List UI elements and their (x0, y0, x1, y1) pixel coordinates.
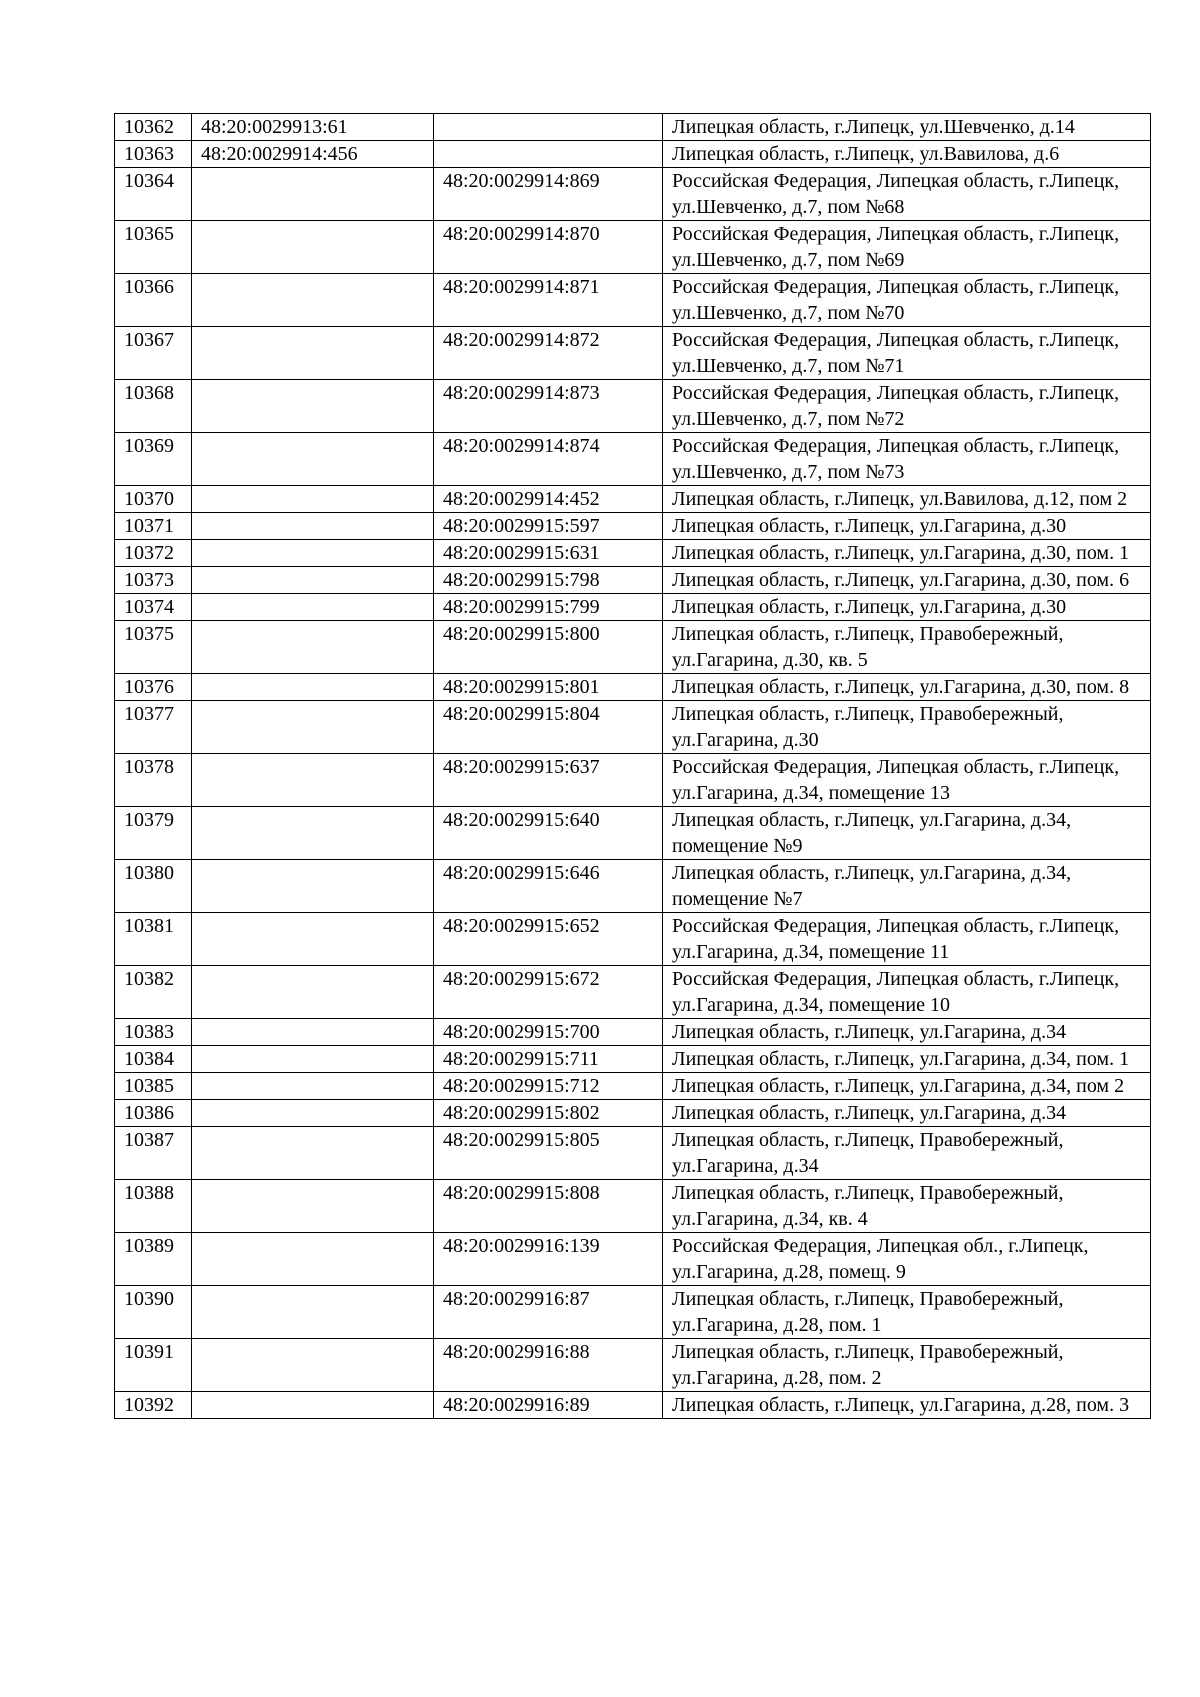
cadastral-number-cell (192, 567, 434, 594)
cadastral-number-cell (192, 860, 434, 913)
row-number-cell: 10363 (115, 141, 192, 168)
address-cell: Липецкая область, г.Липецк, ул.Гагарина, д.34, помещение №9 (663, 807, 1151, 860)
row-number-cell: 10379 (115, 807, 192, 860)
table-row (115, 567, 1151, 594)
premises-cadastral-number-cell: 48:20:0029915:711 (434, 1046, 663, 1073)
row-number-cell: 10372 (115, 540, 192, 567)
address-cell: Липецкая область, г.Липецк, ул.Гагарина, д.34, пом. 1 (663, 1046, 1151, 1073)
cadastral-number-cell (192, 168, 434, 221)
table-row (115, 1073, 1151, 1100)
premises-cadastral-number-cell: 48:20:0029915:652 (434, 913, 663, 966)
cadastral-number-cell (192, 1100, 434, 1127)
premises-cadastral-number-cell: 48:20:0029915:637 (434, 754, 663, 807)
address-cell: Липецкая область, г.Липецк, ул.Шевченко, д.14 (663, 114, 1151, 141)
cadastral-number-cell (192, 966, 434, 1019)
cadastral-number-cell (192, 380, 434, 433)
row-number-cell: 10378 (115, 754, 192, 807)
table-row (115, 1019, 1151, 1046)
registry-table-body (115, 114, 1151, 1419)
table-row (115, 433, 1151, 486)
table-row (115, 1339, 1151, 1392)
premises-cadastral-number-cell: 48:20:0029915:700 (434, 1019, 663, 1046)
row-number-cell: 10382 (115, 966, 192, 1019)
premises-cadastral-number-cell: 48:20:0029915:800 (434, 621, 663, 674)
row-number-cell: 10383 (115, 1019, 192, 1046)
table-row (115, 701, 1151, 754)
address-cell: Липецкая область, г.Липецк, Правобережный, ул.Гагарина, д.30, кв. 5 (663, 621, 1151, 674)
premises-cadastral-number-cell: 48:20:0029915:805 (434, 1127, 663, 1180)
row-number-cell: 10377 (115, 701, 192, 754)
premises-cadastral-number-cell: 48:20:0029915:672 (434, 966, 663, 1019)
address-cell: Российская Федерация, Липецкая область, г.Липецк, ул.Гагарина, д.34, помещение 11 (663, 913, 1151, 966)
table-row (115, 594, 1151, 621)
cadastral-number-cell (192, 221, 434, 274)
cadastral-number-cell: 48:20:0029914:456 (192, 141, 434, 168)
cadastral-number-cell (192, 1339, 434, 1392)
premises-cadastral-number-cell: 48:20:0029915:712 (434, 1073, 663, 1100)
row-number-cell: 10380 (115, 860, 192, 913)
row-number-cell: 10365 (115, 221, 192, 274)
cadastral-number-cell (192, 1046, 434, 1073)
address-cell: Липецкая область, г.Липецк, Правобережный, ул.Гагарина, д.34 (663, 1127, 1151, 1180)
cadastral-number-cell (192, 274, 434, 327)
table-row (115, 754, 1151, 807)
premises-cadastral-number-cell: 48:20:0029915:798 (434, 567, 663, 594)
table-row (115, 1127, 1151, 1180)
address-cell: Липецкая область, г.Липецк, Правобережный, ул.Гагарина, д.34, кв. 4 (663, 1180, 1151, 1233)
row-number-cell: 10390 (115, 1286, 192, 1339)
row-number-cell: 10368 (115, 380, 192, 433)
premises-cadastral-number-cell: 48:20:0029915:802 (434, 1100, 663, 1127)
premises-cadastral-number-cell: 48:20:0029916:88 (434, 1339, 663, 1392)
cadastral-number-cell (192, 1073, 434, 1100)
address-cell: Российская Федерация, Липецкая область, г.Липецк, ул.Шевченко, д.7, пом №71 (663, 327, 1151, 380)
row-number-cell: 10374 (115, 594, 192, 621)
premises-cadastral-number-cell (434, 141, 663, 168)
cadastral-number-cell: 48:20:0029913:61 (192, 114, 434, 141)
cadastral-number-cell (192, 1286, 434, 1339)
table-row (115, 1180, 1151, 1233)
premises-cadastral-number-cell: 48:20:0029914:452 (434, 486, 663, 513)
row-number-cell: 10385 (115, 1073, 192, 1100)
premises-cadastral-number-cell: 48:20:0029914:873 (434, 380, 663, 433)
table-row (115, 221, 1151, 274)
cadastral-number-cell (192, 1392, 434, 1419)
address-cell: Липецкая область, г.Липецк, ул.Гагарина, д.34, пом 2 (663, 1073, 1151, 1100)
premises-cadastral-number-cell: 48:20:0029915:799 (434, 594, 663, 621)
address-cell: Российская Федерация, Липецкая область, г.Липецк, ул.Шевченко, д.7, пом №70 (663, 274, 1151, 327)
row-number-cell: 10392 (115, 1392, 192, 1419)
table-row (115, 1233, 1151, 1286)
premises-cadastral-number-cell: 48:20:0029916:139 (434, 1233, 663, 1286)
row-number-cell: 10384 (115, 1046, 192, 1073)
table-row (115, 807, 1151, 860)
premises-cadastral-number-cell: 48:20:0029915:808 (434, 1180, 663, 1233)
address-cell: Липецкая область, г.Липецк, ул.Вавилова, д.6 (663, 141, 1151, 168)
cadastral-number-cell (192, 674, 434, 701)
table-row (115, 168, 1151, 221)
cadastral-number-cell (192, 913, 434, 966)
address-cell: Липецкая область, г.Липецк, ул.Гагарина, д.34 (663, 1100, 1151, 1127)
address-cell: Российская Федерация, Липецкая область, г.Липецк, ул.Гагарина, д.34, помещение 10 (663, 966, 1151, 1019)
row-number-cell: 10370 (115, 486, 192, 513)
cadastral-number-cell (192, 540, 434, 567)
premises-cadastral-number-cell: 48:20:0029914:871 (434, 274, 663, 327)
cadastral-number-cell (192, 1180, 434, 1233)
cadastral-number-cell (192, 1127, 434, 1180)
table-row (115, 380, 1151, 433)
cadastral-number-cell (192, 486, 434, 513)
table-row (115, 621, 1151, 674)
table-row (115, 966, 1151, 1019)
registry-table (114, 113, 1151, 1419)
row-number-cell: 10369 (115, 433, 192, 486)
row-number-cell: 10371 (115, 513, 192, 540)
table-row (115, 327, 1151, 380)
premises-cadastral-number-cell: 48:20:0029915:801 (434, 674, 663, 701)
premises-cadastral-number-cell: 48:20:0029915:804 (434, 701, 663, 754)
address-cell: Российская Федерация, Липецкая область, г.Липецк, ул.Шевченко, д.7, пом №73 (663, 433, 1151, 486)
premises-cadastral-number-cell (434, 114, 663, 141)
address-cell: Липецкая область, г.Липецк, ул.Вавилова, д.12, пом 2 (663, 486, 1151, 513)
table-row (115, 913, 1151, 966)
row-number-cell: 10386 (115, 1100, 192, 1127)
cadastral-number-cell (192, 327, 434, 380)
row-number-cell: 10375 (115, 621, 192, 674)
cadastral-number-cell (192, 621, 434, 674)
row-number-cell: 10387 (115, 1127, 192, 1180)
table-row (115, 486, 1151, 513)
address-cell: Липецкая область, г.Липецк, ул.Гагарина, д.30, пом. 8 (663, 674, 1151, 701)
row-number-cell: 10362 (115, 114, 192, 141)
premises-cadastral-number-cell: 48:20:0029914:869 (434, 168, 663, 221)
address-cell: Липецкая область, г.Липецк, ул.Гагарина, д.30 (663, 594, 1151, 621)
row-number-cell: 10364 (115, 168, 192, 221)
address-cell: Российская Федерация, Липецкая область, г.Липецк, ул.Шевченко, д.7, пом №69 (663, 221, 1151, 274)
premises-cadastral-number-cell: 48:20:0029916:87 (434, 1286, 663, 1339)
address-cell: Липецкая область, г.Липецк, Правобережный, ул.Гагарина, д.28, пом. 1 (663, 1286, 1151, 1339)
premises-cadastral-number-cell: 48:20:0029916:89 (434, 1392, 663, 1419)
table-row (115, 1100, 1151, 1127)
cadastral-number-cell (192, 701, 434, 754)
table-row (115, 141, 1151, 168)
cadastral-number-cell (192, 754, 434, 807)
table-row (115, 513, 1151, 540)
cadastral-number-cell (192, 513, 434, 540)
address-cell: Липецкая область, г.Липецк, ул.Гагарина, д.34, помещение №7 (663, 860, 1151, 913)
cadastral-number-cell (192, 594, 434, 621)
row-number-cell: 10366 (115, 274, 192, 327)
cadastral-number-cell (192, 807, 434, 860)
premises-cadastral-number-cell: 48:20:0029915:597 (434, 513, 663, 540)
premises-cadastral-number-cell: 48:20:0029915:631 (434, 540, 663, 567)
address-cell: Российская Федерация, Липецкая обл., г.Липецк, ул.Гагарина, д.28, помещ. 9 (663, 1233, 1151, 1286)
address-cell: Липецкая область, г.Липецк, ул.Гагарина, д.34 (663, 1019, 1151, 1046)
table-row (115, 274, 1151, 327)
premises-cadastral-number-cell: 48:20:0029914:870 (434, 221, 663, 274)
cadastral-number-cell (192, 1019, 434, 1046)
address-cell: Российская Федерация, Липецкая область, г.Липецк, ул.Гагарина, д.34, помещение 13 (663, 754, 1151, 807)
table-row (115, 674, 1151, 701)
table-row (115, 1286, 1151, 1339)
premises-cadastral-number-cell: 48:20:0029914:872 (434, 327, 663, 380)
row-number-cell: 10389 (115, 1233, 192, 1286)
address-cell: Российская Федерация, Липецкая область, г.Липецк, ул.Шевченко, д.7, пом №68 (663, 168, 1151, 221)
table-row (115, 1392, 1151, 1419)
table-row (115, 114, 1151, 141)
row-number-cell: 10373 (115, 567, 192, 594)
address-cell: Липецкая область, г.Липецк, ул.Гагарина, д.30, пом. 6 (663, 567, 1151, 594)
cadastral-number-cell (192, 1233, 434, 1286)
row-number-cell: 10376 (115, 674, 192, 701)
row-number-cell: 10381 (115, 913, 192, 966)
table-row (115, 860, 1151, 913)
row-number-cell: 10391 (115, 1339, 192, 1392)
premises-cadastral-number-cell: 48:20:0029915:640 (434, 807, 663, 860)
address-cell: Липецкая область, г.Липецк, ул.Гагарина, д.28, пом. 3 (663, 1392, 1151, 1419)
table-row (115, 540, 1151, 567)
premises-cadastral-number-cell: 48:20:0029914:874 (434, 433, 663, 486)
address-cell: Липецкая область, г.Липецк, ул.Гагарина, д.30, пом. 1 (663, 540, 1151, 567)
address-cell: Липецкая область, г.Липецк, Правобережный, ул.Гагарина, д.30 (663, 701, 1151, 754)
cadastral-number-cell (192, 433, 434, 486)
row-number-cell: 10388 (115, 1180, 192, 1233)
table-row (115, 1046, 1151, 1073)
address-cell: Российская Федерация, Липецкая область, г.Липецк, ул.Шевченко, д.7, пом №72 (663, 380, 1151, 433)
premises-cadastral-number-cell: 48:20:0029915:646 (434, 860, 663, 913)
address-cell: Липецкая область, г.Липецк, ул.Гагарина, д.30 (663, 513, 1151, 540)
address-cell: Липецкая область, г.Липецк, Правобережный, ул.Гагарина, д.28, пом. 2 (663, 1339, 1151, 1392)
row-number-cell: 10367 (115, 327, 192, 380)
